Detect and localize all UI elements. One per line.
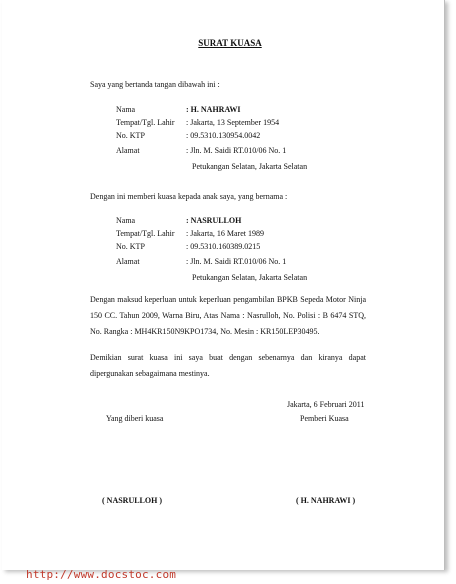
grantor-ttl-label: Tempat/Tgl. Lahir xyxy=(116,118,175,127)
receiver-label: Yang diberi kuasa xyxy=(106,414,164,423)
grantor-address-value: : Jln. M. Saidi RT.010/06 No. 1 xyxy=(186,146,287,155)
grantor-address-label: Alamat xyxy=(116,146,140,155)
giver-signature-name: ( H. NAHRAWI ) xyxy=(296,496,356,505)
grantor-name-value: : H. NAHRAWI xyxy=(186,105,241,114)
place-date: Jakarta, 6 Februari 2011 xyxy=(287,400,365,409)
source-watermark: http://www.docstoc.com xyxy=(26,568,177,581)
closing-paragraph: Demikian surat kuasa ini saya buat dengan sebenarnya dan kiranya dapat dipergunakan sebagaimana mestinya. xyxy=(90,353,366,378)
grantor-ktp-value: : 09.5310.130954.0042 xyxy=(186,131,261,140)
grantee-address-value-2: Petukangan Selatan, Jakarta Selatan xyxy=(192,273,308,282)
grantee-address-value: : Jln. M. Saidi RT.010/06 No. 1 xyxy=(186,257,287,266)
grantee-address-label: Alamat xyxy=(116,257,140,266)
grantor-address-value-2: Petukangan Selatan, Jakarta Selatan xyxy=(192,162,308,171)
middle-text: Dengan ini memberi kuasa kepada anak saya, yang bernama : xyxy=(90,192,288,201)
grantor-ttl-value: : Jakarta, 13 September 1954 xyxy=(186,118,280,127)
giver-label: Pemberi Kuasa xyxy=(300,414,349,423)
grantor-ktp-label: No. KTP xyxy=(116,131,145,140)
grantee-name-label: Nama xyxy=(116,216,136,225)
grantee-ktp-label: No. KTP xyxy=(116,242,145,251)
grantee-ttl-value: : Jakarta, 16 Maret 1989 xyxy=(186,229,264,238)
grantee-name-value: : NASRULLOH xyxy=(186,216,242,225)
document-title: SURAT KUASA xyxy=(198,38,262,48)
grantor-name-label: Nama xyxy=(116,105,136,114)
receiver-signature-name: ( NASRULLOH ) xyxy=(102,496,163,505)
document-page xyxy=(2,0,445,570)
grantee-ktp-value: : 09.5310.160389.0215 xyxy=(186,242,261,251)
grantee-ttl-label: Tempat/Tgl. Lahir xyxy=(116,229,175,238)
intro-text: Saya yang bertanda tangan dibawah ini : xyxy=(90,80,220,89)
purpose-paragraph: Dengan maksud keperluan untuk keperluan pengambilan BPKB Sepeda Motor Ninja 150 CC. Tahun 2009, Warna Biru, Atas Nama : Nasrulloh, No. Polisi : B 6474 STQ, No. Rangka : MH4KR150N9KPO1734, No. Mesin : KR150LEP30495. xyxy=(90,295,366,336)
